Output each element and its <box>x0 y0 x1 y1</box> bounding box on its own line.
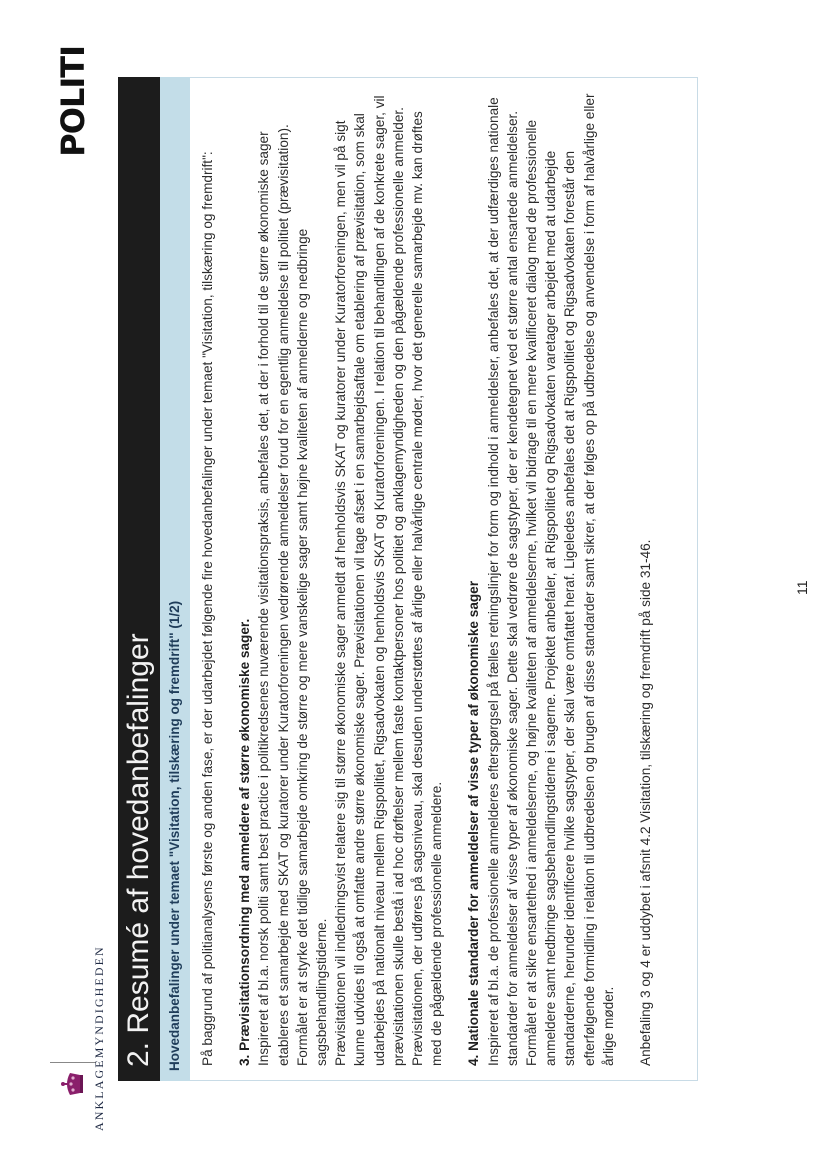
intro-text: På baggrund af politianalysens første og anden fase, er der udarbejdet følgende fire hovedanbefalinger under temaet "Visitation, tilskæring og fremdrift": <box>200 151 215 1066</box>
recommendation-3-heading: 3. Prævisitationsordning med anmeldere af større økonomiske sager. <box>237 618 253 1066</box>
section-subtitle: Hovedanbefalinger under temaet "Visitation, tilskæring og fremdrift" (1/2) <box>160 77 190 1081</box>
logo-divider <box>50 1062 96 1063</box>
politi-logo: POLITI <box>54 46 92 157</box>
recommendation-3-paragraph-1: Inspireret af bl.a. norsk politi samt best practice i politikredsenes nuværende visitationspraksis, anbefales det, at der i forhold til de større økonomiske sager etableres et samarbejde med SKAT og kuratorer under Kuratorforeningen vedrørende anmeldelser forud for en egentlig anmeldelse til politiet (prævisitation). Formålet er at styrke det tidlige samarbejde omkring de større og mere vanskelige sager samt højne kvaliteten af anmelderne og nedbringe sagsbehandlingstiderne. <box>256 124 330 1066</box>
recommendation-4-paragraph-1: Inspireret af bl.a. de professionelle anmelderes efterspørgsel på fælles retningslinjer for form og indhold i anmeldelser, anbefales det, at der udfærdiges nationale standarder for anmeldelser af visse typer af økonomiske sager. Dette skal vedrøre de sagstyper, der er kendetegnet ved et større antal ensartede anmeldelser. Formålet er at sikre ensartethed i anmeldelserne, og højne kvaliteten af anmeldelserne, hvilket vil bidrage til en mere kvalificeret dialog med de professionelle anmeldere samt nedbringe sagsbehandlingstiderne i sagerne. Projektet anbefaler, at Rigspolitiet og Rigsadvokaten varetager arbejdet med at udarbejde standarderne, herunder identificere hvilke sagstyper, der skal være omfattet heraf. Ligeledes anbefales det at Rigspolitiet og Rigsadvokaten forestår den efterfølgende formidling i relation til udbredelsen og brugen af disse standarder samt sikrer, at der følges op på udbredelse og anvendelse i form af halvårlige eller årlige møder. <box>485 93 616 1066</box>
recommendation-3 <box>235 92 446 1066</box>
recommendation-3-paragraph-2: Prævisitationen vil indledningsvist relatere sig til større økonomiske sager anmeldt af henholdsvis SKAT og kuratorer under Kuratorforeningen, men vil på sigt kunne udvides til også at omfatte andre større økonomiske sager. Prævisitationen vil tage afsæt i en samarbejdsaftale om etablering af prævisitation, som skal udarbejdes på nationalt niveau mellem Rigspolitiet, Rigsadvokaten og henholdsvis SKAT og Kuratorforeningen. I relation til behandlingen af de konkrete sager, vil prævisitationen skulle bestå i ad hoc drøftelser mellem faste kontaktpersoner hos politiet og anklagemyndigheden og den pågældende professionelle anmelder. Prævisitationen, der udføres på sagsniveau, skal desuden understøttes af årlige eller halvårlige centrale møder, hvor det generelle samarbejde mv. kan drøftes med de pågældende professionelle anmeldere. <box>333 95 445 1066</box>
crown-icon <box>60 1069 86 1099</box>
page-number: 11 <box>794 580 810 595</box>
recommendation-4 <box>464 92 618 1066</box>
recommendation-4-heading: 4. Nationale standarder for anmeldelser af visse typer af økonomiske sager <box>466 580 482 1066</box>
agency-name: ANKLAGEMYNDIGHEDEN <box>92 945 106 1131</box>
page-title: 2. Resumé af hovedanbefalinger <box>118 77 160 1081</box>
content-box <box>190 77 698 1081</box>
closing-note: Anbefaling 3 og 4 er uddybet i afsnit 4.2 Visitation, tilskæring og fremdrift på side 31-46. <box>638 539 654 1066</box>
